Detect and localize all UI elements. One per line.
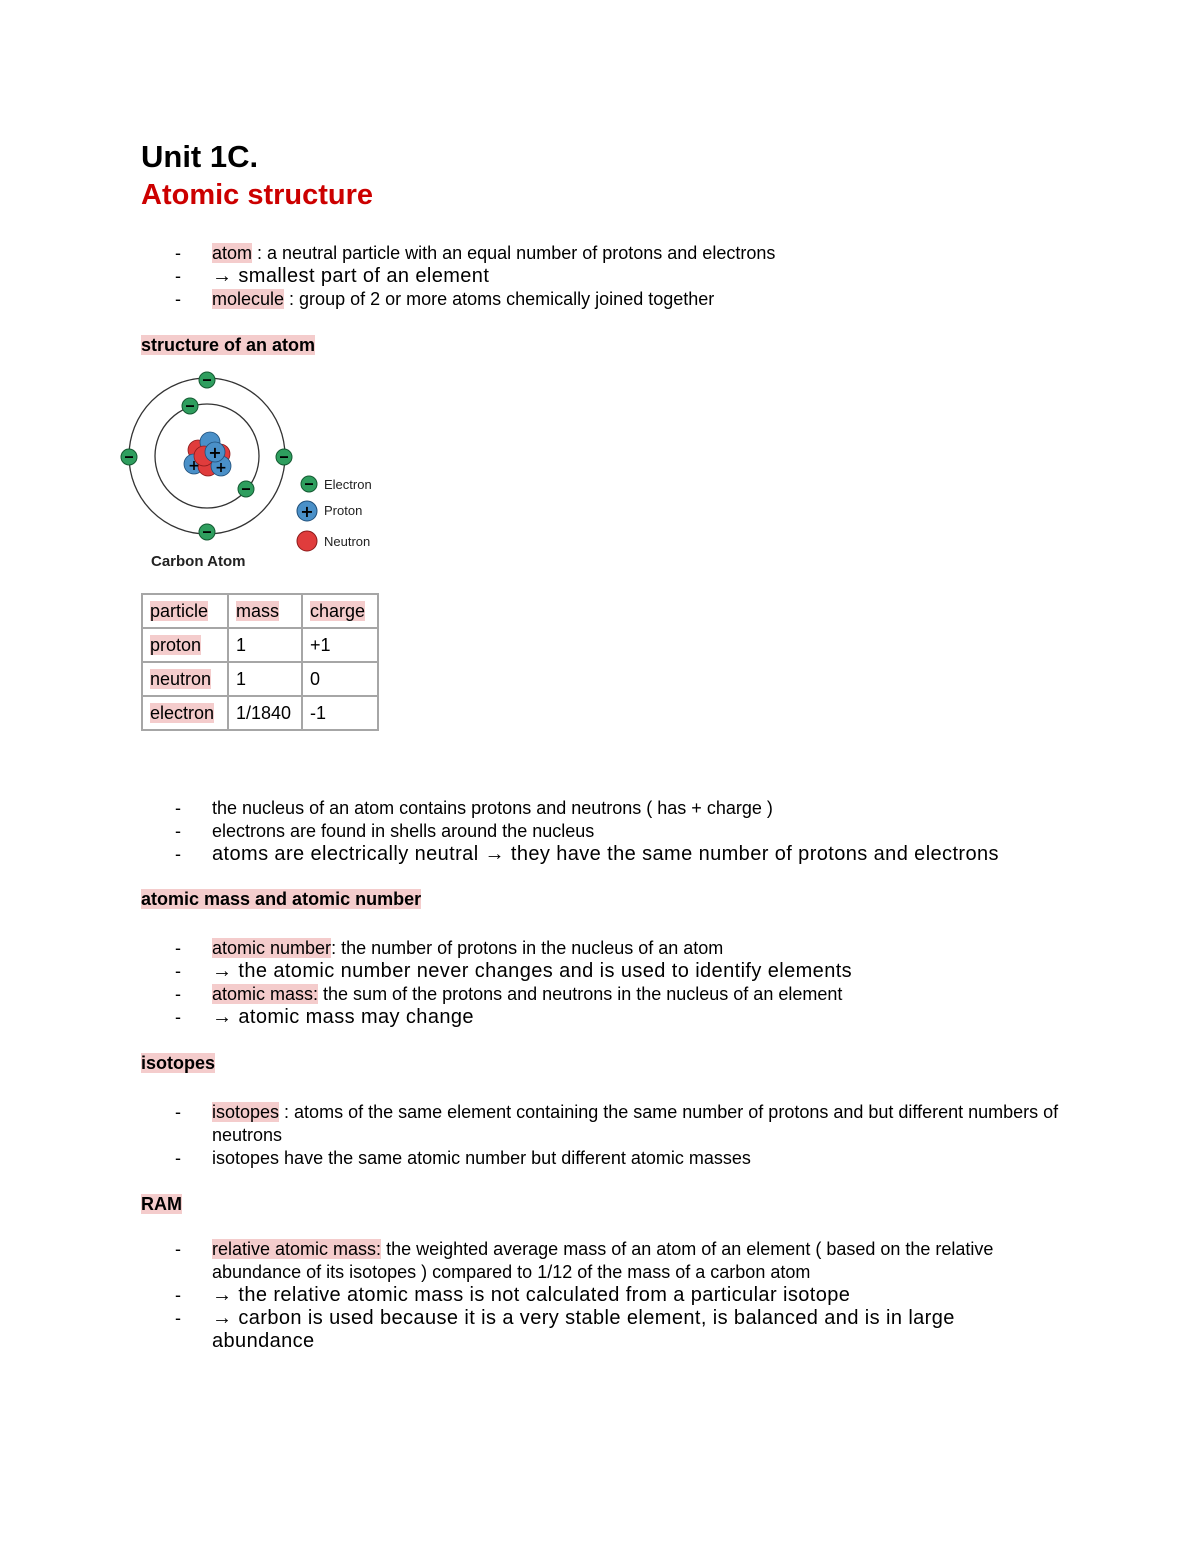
table-cell: 0 (302, 662, 378, 696)
item-text: → carbon is used because it is a very stable element, is balanced and is in large abundance (212, 1307, 955, 1352)
table-cell (302, 594, 378, 628)
definition-text: : the number of protons in the nucleus of an atom (331, 938, 724, 958)
section-heading (141, 335, 315, 356)
definition-text: the sum of the protons and neutrons in the nucleus of an element (318, 984, 843, 1004)
electron-icon (182, 398, 198, 414)
term-highlight: atomic number (212, 938, 332, 958)
atomic-mass-list (0, 937, 1072, 1029)
list-item: - atoms are electrically neutral → they have the same number of protons and electrons (0, 843, 1072, 866)
table-header-row (142, 594, 378, 628)
table-cell: -1 (302, 696, 378, 730)
proton-legend-icon (297, 501, 317, 521)
ram-list (0, 1238, 1072, 1353)
carbon-atom-diagram (112, 368, 392, 578)
heading-text: structure of an atom (141, 335, 316, 355)
list-item (0, 1101, 1072, 1147)
legend-proton-label: Proton (324, 503, 363, 518)
heading-text: atomic mass and atomic number (141, 889, 422, 909)
section-heading (141, 889, 421, 910)
section-heading (141, 1194, 182, 1215)
section-heading (141, 1053, 215, 1074)
definition-text: : atoms of the same element containing the same number of protons and but different numbers of neutrons (212, 1102, 1059, 1145)
definition-text: the weighted average mass of an atom of an element ( based on the relative abundance of its isotopes ) compared to 1/12 of the mass of a carbon atom (212, 1239, 994, 1282)
definition-text: : a neutral particle with an equal number of protons and electrons (252, 243, 776, 263)
cell-text: particle (150, 601, 209, 621)
neutron-legend-icon (297, 531, 317, 551)
table-cell (142, 662, 228, 696)
electron-legend-icon (301, 476, 317, 492)
heading-text: isotopes (141, 1053, 216, 1073)
legend-electron-label: Electron (324, 477, 372, 492)
electron-icon (121, 449, 137, 465)
table-cell (142, 628, 228, 662)
list-item (0, 960, 1072, 983)
table-cell: 1/1840 (228, 696, 302, 730)
table-cell: 1 (228, 628, 302, 662)
definition-text: : group of 2 or more atoms chemically joined together (284, 289, 715, 309)
particle-table (141, 593, 379, 731)
cell-text: proton (150, 635, 202, 655)
cell-text: neutron (150, 669, 212, 689)
list-item (0, 1006, 1072, 1029)
structure-list (0, 797, 1072, 866)
list-item (0, 242, 1072, 265)
diagram-legend (297, 476, 372, 551)
list-item: - electrons are found in shells around the nucleus (0, 820, 1072, 843)
heading-text: RAM (141, 1194, 182, 1214)
svg-text:+: + (300, 502, 314, 521)
item-text: → atomic mass may change (212, 1006, 474, 1028)
electron-icon (199, 372, 215, 388)
main-title: Atomic structure (141, 179, 374, 211)
table-cell: +1 (302, 628, 378, 662)
svg-text:+: + (215, 460, 227, 476)
term-highlight: atom (212, 243, 253, 263)
list-item (0, 983, 1072, 1006)
list-item (0, 1284, 1072, 1307)
list-item (0, 937, 1072, 960)
table-cell (228, 594, 302, 628)
diagram-caption: Carbon Atom (151, 553, 246, 570)
list-item (0, 1307, 1012, 1353)
table-row (142, 628, 378, 662)
electron-icon (238, 481, 254, 497)
list-item (0, 265, 1072, 288)
list-item: - the nucleus of an atom contains protons and neutrons ( has + charge ) (0, 797, 1072, 820)
term-highlight: atomic mass: (212, 984, 319, 1004)
table-row (142, 662, 378, 696)
item-text: isotopes have the same atomic number but different atomic masses (212, 1148, 751, 1168)
isotopes-list (0, 1101, 1072, 1170)
term-highlight: molecule (212, 289, 285, 309)
legend-neutron-label: Neutron (324, 534, 371, 549)
table-cell (142, 594, 228, 628)
list-item (0, 1147, 1072, 1170)
electron-icon (199, 524, 215, 540)
cell-text: electron (150, 703, 215, 723)
item-text: → the atomic number never changes and is used to identify elements (212, 960, 853, 982)
electron-icon (276, 449, 292, 465)
table-row (142, 696, 378, 730)
table-cell: 1 (228, 662, 302, 696)
item-text: → smallest part of an element (212, 265, 490, 287)
list-item (0, 288, 1072, 311)
svg-text:+: + (188, 458, 200, 474)
term-highlight: relative atomic mass: (212, 1239, 382, 1259)
term-highlight: isotopes (212, 1102, 280, 1122)
item-text: → the relative atomic mass is not calculated from a particular isotope (212, 1284, 851, 1306)
table-cell (142, 696, 228, 730)
list-item (0, 1238, 1012, 1284)
nucleus (184, 432, 231, 476)
cell-text: mass (236, 601, 280, 621)
unit-title: Unit 1C. (141, 139, 259, 174)
svg-text:+: + (208, 443, 222, 462)
cell-text: charge (310, 601, 366, 621)
intro-list (0, 242, 1072, 311)
